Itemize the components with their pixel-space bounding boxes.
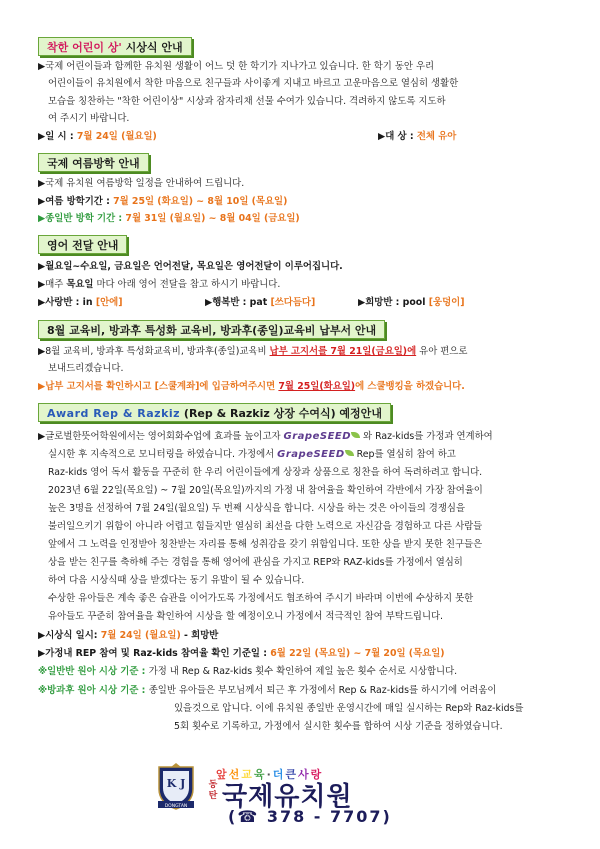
- standard-label: ※일반반 원아 시상 기준 :: [38, 666, 149, 677]
- check-label: ▶가정내 REP 참여 및 Raz-kids 참여율 확인 기준일 :: [38, 648, 271, 659]
- banking-date: 7월 25일(화요일): [278, 381, 356, 392]
- extended-value: 7월 31일 (월요일) ~ 8월 04일 (금요일): [125, 213, 300, 224]
- class-meaning: [안에]: [95, 297, 123, 308]
- notice-text: 유아 편으로: [416, 346, 468, 357]
- razkiz-paragraph: 2023년 6월 22일(목요일) ~ 7월 20일(목요일)까지의 가정 내 참여율을 확인하여 각반에서 가장 참여율이: [48, 485, 483, 496]
- standard-regular: [38, 664, 457, 680]
- crest-banner: DONGTAN: [164, 804, 188, 809]
- school-slogan: 앞선교육·더큰사랑: [216, 768, 324, 781]
- period-label: ▶여름 방학기간 :: [38, 196, 114, 207]
- header-highlight: 착한 어린이 상': [47, 41, 122, 54]
- razkiz-paragraph: 높은 3명을 선정하여 7월 24일(월요일) 두 번째 시상식을 합니다. 시상을 하는 것은 아이들의 경쟁심을: [48, 503, 466, 514]
- header-text: 국제 여름방학 안내: [47, 157, 140, 170]
- standard-afterschool-cont: 있을것으로 압니다. 이에 유치원 종일반 운영시간에 매일 실시하는 Rep와 Raz-kids를: [174, 703, 524, 714]
- banking-text: 에 스쿨뱅킹을 하겠습니다.: [355, 381, 465, 392]
- english-weekly-note: [38, 277, 280, 293]
- class-label: ▶행복반 : pat: [205, 297, 271, 308]
- razkiz-paragraph: 수상한 유아들은 계속 좋은 습관을 이어가도록 가정에서도 협조하여 주시기 바라며 이번에 수상하지 못한: [48, 593, 474, 604]
- razkiz-paragraph: Raz-kids 영어 독서 활동을 꾸준히 한 우리 어린이들에게 상장과 상품으로 칭찬을 하여 독려하려고 합니다.: [48, 467, 483, 478]
- award-paragraph-line: 모습을 칭찬하는 "착한 어린이상" 시상과 잠자리채 선물 수여가 있습니다. 격려하지 않도록 지도하: [48, 96, 446, 107]
- ceremony-date-value: 7월 24일 (월요일): [100, 630, 181, 641]
- header-text: 8월 교육비, 방과후 특성화 교육비, 방과후(종일)교육비 납부서 안내: [47, 324, 377, 337]
- standard-afterschool-cont: 5회 횟수로 기록하고, 가정에서 실시한 횟수를 합하여 시상 기준을 정하였습니다.: [174, 721, 503, 732]
- para-text: ▶글로벌한뜻어학원에서는 영어회화수업에 효과를 높이고자: [38, 431, 284, 442]
- award-paragraph-line: 여 주시기 바랍니다.: [48, 113, 130, 124]
- school-banking-notice: [38, 379, 465, 395]
- banking-text: ▶납부 고지서를 확인하시고 [스쿨계좌]에 입금하여주시면: [38, 381, 279, 392]
- note-day: 목요일: [66, 279, 94, 290]
- kindergarten-name: 국제유치원: [222, 782, 353, 812]
- razkiz-award-header: [38, 403, 391, 422]
- extended-care-period: [38, 211, 300, 227]
- target-label: ▶대 상 :: [378, 131, 417, 142]
- participation-check-date: [38, 646, 445, 662]
- class-meaning: [쓰다듬다]: [270, 297, 316, 308]
- notice-date: 납부 고지서를 7월 21일(금요일)에: [269, 346, 417, 357]
- razkiz-paragraph: 유아들도 꾸준히 참여율을 확인하여 시상을 할 예정이오니 가정에서 적극적인 참여 부탁드립니다.: [48, 611, 444, 622]
- phone-number: (☎ 378 - 7707): [228, 807, 392, 826]
- notice-text: ▶8월 교육비, 방과후 특성화교육비, 방과후(종일)교육비: [38, 346, 270, 357]
- english-delivery-header: [38, 235, 127, 254]
- crest-letters: K J: [166, 777, 186, 790]
- grape-leaf-icon: [345, 450, 354, 456]
- award-paragraph-line: 어린이들이 유치원에서 착한 마음으로 친구들과 사이좋게 지내고 바르고 고운마음으로 열심히 생활한: [48, 78, 459, 89]
- header-text: (Rep & Razkiz 상장 수여식) 예정안내: [183, 407, 382, 420]
- ceremony-label: ▶시상식 일시:: [38, 630, 101, 641]
- para-text: Rep를 열심히 참여 하고: [353, 449, 456, 460]
- grapeseed-logo: GrapeSEED: [284, 431, 361, 442]
- class-happy-word: [205, 295, 315, 311]
- location-label: 동탄: [208, 780, 218, 801]
- class-label: ▶희망반 : pool: [358, 297, 429, 308]
- extended-label: ▶종일반 방학 기간 :: [38, 213, 126, 224]
- tuition-header: [38, 320, 385, 339]
- razkiz-paragraph: [48, 447, 456, 463]
- date-label: ▶일 시 :: [38, 131, 77, 142]
- ceremony-class: - 희망반: [180, 630, 219, 641]
- class-hope-word: [358, 295, 464, 311]
- razkiz-paragraph: 하여 다음 시상식때 상을 받겠다는 동기 유발이 될 수 있습니다.: [48, 575, 305, 586]
- class-meaning: [웅덩이]: [428, 297, 465, 308]
- header-english: Award Rep & Razkiz: [47, 407, 181, 420]
- razkiz-paragraph: 상을 받는 친구를 축하해 주는 경험을 통해 영어에 관심을 가지고 REP와 RAZ-kids를 가정에서 열심히: [48, 557, 463, 568]
- para-text: 와 Raz-kids를 가정과 연계하여: [360, 431, 493, 442]
- header-text: 시상식 안내: [121, 41, 183, 54]
- target-value: 전체 유아: [416, 131, 457, 142]
- ceremony-date: [38, 628, 218, 644]
- date-value: 7월 24일 (월요일): [76, 131, 157, 142]
- summer-period: [38, 194, 287, 210]
- award-paragraph-line: ▶국제 어린이들과 함께한 유치원 생활이 어느 덧 한 학기가 지나가고 있습니다. 한 학기 동안 우리: [38, 61, 435, 72]
- para-text: 실시한 후 지속적으로 모니터링을 하였습니다. 가정에서: [48, 449, 278, 460]
- class-label: ▶사랑반 : in: [38, 297, 96, 308]
- check-value: 6월 22일 (목요일) ~ 7월 20일 (목요일): [270, 648, 445, 659]
- tuition-notice: [38, 344, 467, 360]
- summer-intro: ▶국제 유치원 여름방학 일정을 안내하여 드립니다.: [38, 178, 245, 189]
- period-value: 7월 25일 (화요일) ~ 8월 10일 (목요일): [113, 196, 288, 207]
- standard-text: 종일반 유아들은 부모님께서 퇴근 후 가정에서 Rep & Raz-kids를 하시기에 어려움이: [148, 685, 497, 696]
- summer-vacation-header: [38, 153, 149, 172]
- razkiz-paragraph: 불러일으키기 위함이 아니라 어렵고 힘들지만 열심히 최선을 다한 노력으로 자신감을 경험하고 다른 사람들: [48, 521, 483, 532]
- english-schedule: ▶월요일~수요일, 금요일은 언어전달, 목요일은 영어전달이 이루어집니다.: [38, 261, 343, 272]
- grapeseed-logo: GrapeSEED: [277, 449, 354, 460]
- header-text: 영어 전달 안내: [47, 239, 119, 252]
- kindergarten-crest-icon: [155, 763, 197, 811]
- standard-label: ※방과후 원아 시상 기준 :: [38, 685, 149, 696]
- award-ceremony-header: [38, 37, 192, 56]
- tuition-notice-cont: 보내드리겠습니다.: [48, 363, 124, 374]
- grape-leaf-icon: [351, 432, 360, 438]
- standard-text: 가정 내 Rep & Raz-kids 횟수 확인하여 제일 높은 횟수 순서로 시상합니다.: [148, 666, 458, 677]
- razkiz-paragraph: [38, 429, 493, 445]
- razkiz-paragraph: 앞에서 그 노력을 인정받아 칭찬받는 자리를 통해 성취감을 갖기 위함입니다. 또한 상을 받지 못한 친구들은: [48, 539, 483, 550]
- award-date: [38, 129, 157, 145]
- note-text: 마다 아래 영어 전달을 참고 하시기 바랍니다.: [93, 279, 281, 290]
- award-target: [378, 129, 456, 145]
- note-text: ▶매주: [38, 279, 67, 290]
- standard-afterschool: [38, 683, 496, 699]
- class-love-word: [38, 295, 123, 311]
